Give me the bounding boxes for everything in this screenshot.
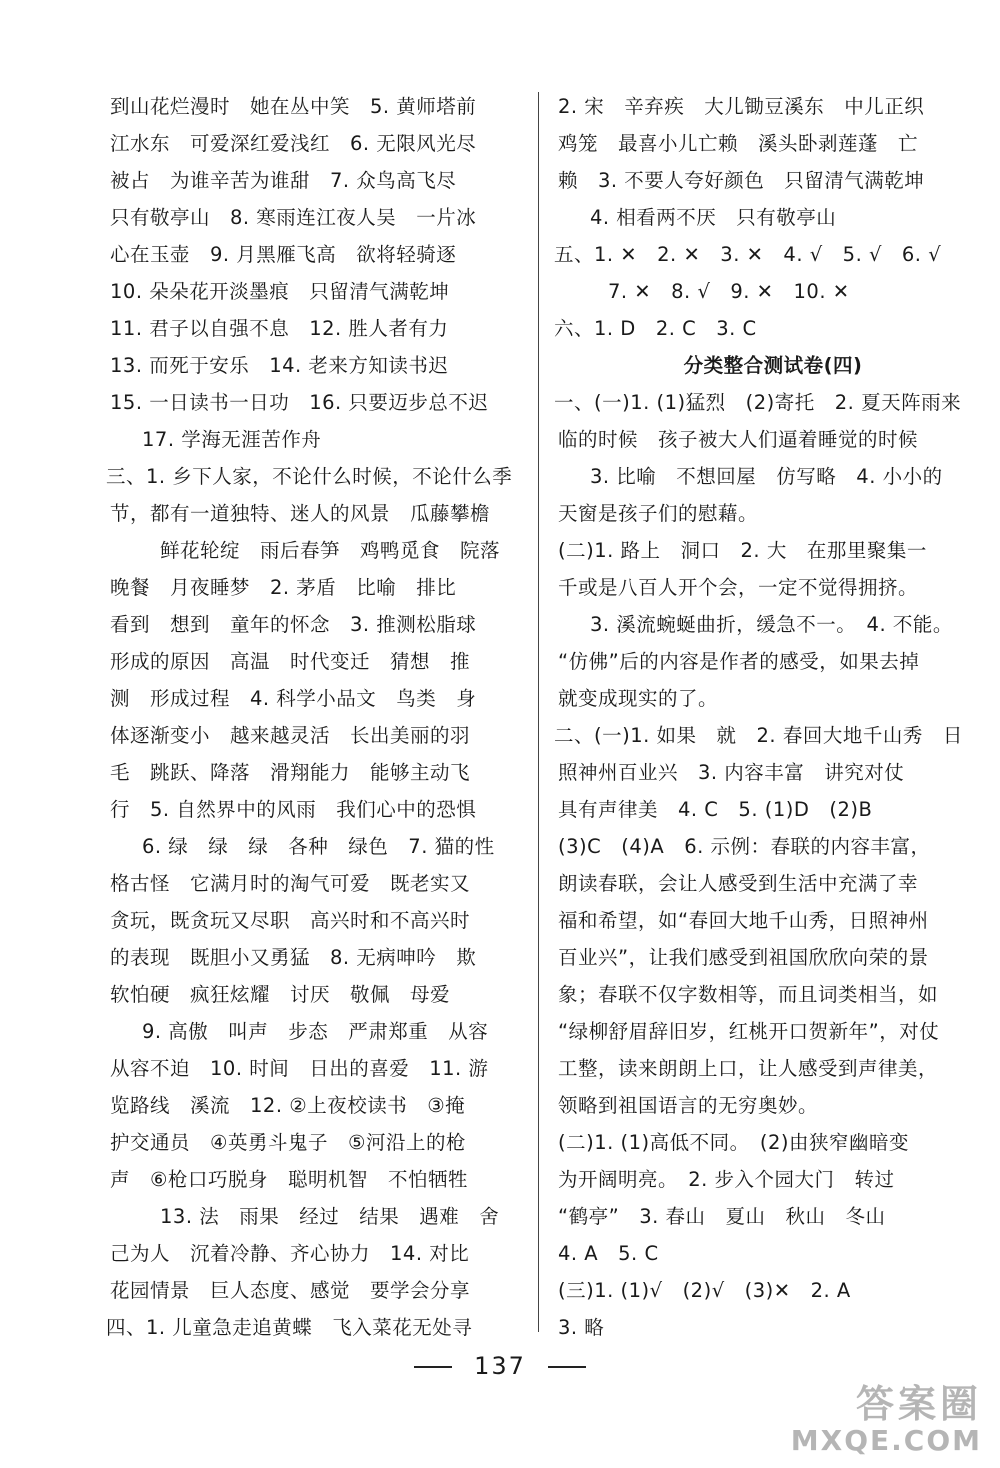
- answer-line: 一、(一)1. (1)猛烈 (2)寄托 2. 夏天阵雨来: [554, 391, 962, 414]
- answer-line: 鲜花轮绽 雨后春笋 鸡鸭觅食 院落: [160, 539, 501, 562]
- answer-line: 只有敬亭山 8. 寒雨连江夜人吴 一片冰: [110, 206, 477, 229]
- answer-line: 测 形成过程 4. 科学小品文 鸟类 身: [110, 687, 477, 710]
- answer-line: 10. 朵朵花开淡墨痕 只留清气满乾坤: [110, 280, 450, 303]
- answer-line: 千或是八百人开个会，一定不觉得拥挤。: [558, 576, 919, 599]
- answer-line: 13. 法 雨果 经过 结果 遇难 舍: [160, 1205, 500, 1228]
- answer-line: (三)1. (1)√ (2)√ (3)✕ 2. A: [558, 1279, 851, 1302]
- answer-line: 工整，读来朗朗上口，让人感受到声律美，: [558, 1057, 939, 1080]
- answer-line: 看到 想到 童年的怀念 3. 推测松脂球: [110, 613, 477, 636]
- page-footer: [0, 1352, 1000, 1380]
- answer-line: 心在玉壶 9. 月黑雁飞高 欲将轻骑逐: [110, 243, 457, 266]
- answer-line: 贪玩，既贪玩又尽职 高兴时和不高兴时: [110, 909, 471, 932]
- answer-line: 17. 学海无涯苦作舟: [142, 428, 322, 451]
- answer-line: 行 5. 自然界中的风雨 我们心中的恐惧: [110, 798, 477, 821]
- answer-line: 江水东 可爱深红爱浅红 6. 无限风光尽: [110, 132, 477, 155]
- footer-dash-left: [414, 1366, 452, 1368]
- answer-line: 毛 跳跃、降落 滑翔能力 能够主动飞: [110, 761, 471, 784]
- answer-line: 4. 相看两不厌 只有敬亭山: [590, 206, 837, 229]
- answer-line: 三、1. 乡下人家，不论什么时候，不论什么季: [106, 465, 513, 488]
- answer-line: 3. 略: [558, 1316, 605, 1339]
- answer-line: 15. 一日读书一日功 16. 只要迈步总不迟: [110, 391, 489, 414]
- answer-line: 领略到祖国语言的无穷奥妙。: [558, 1094, 819, 1117]
- answer-line: 2. 宋 辛弃疾 大儿锄豆溪东 中儿正织: [558, 95, 925, 118]
- answer-line: 晚餐 月夜睡梦 2. 茅盾 比喻 排比: [110, 576, 457, 599]
- answer-line: 福和希望，如“春回大地千山秀，日照神州: [558, 909, 929, 932]
- answer-line: “绿柳舒眉辞旧岁，红桃开口贺新年”，对仗: [558, 1020, 940, 1043]
- answer-line: “仿佛”后的内容是作者的感受，如果去掉: [558, 650, 920, 673]
- answer-line: 赖 3. 不要人夸好颜色 只留清气满乾坤: [558, 169, 925, 192]
- answer-line: 就变成现实的了。: [558, 687, 719, 710]
- answer-line: 朗读春联，会让人感受到生活中充满了幸: [558, 872, 919, 895]
- answer-line: 软怕硬 疯狂炫耀 讨厌 敬佩 母爱: [110, 983, 451, 1006]
- answer-line: 四、1. 儿童急走追黄蝶 飞入菜花无处寻: [106, 1316, 473, 1339]
- left-column: [106, 88, 528, 1346]
- answer-line: 五、1. ✕ 2. ✕ 3. ✕ 4. √ 5. √ 6. √: [554, 243, 942, 266]
- answer-line: 为开阔明亮。 2. 步入个园大门 转过: [558, 1168, 895, 1191]
- answer-line: 临的时候 孩子被大人们逼着睡觉的时候: [558, 428, 919, 451]
- answer-line: 13. 而死于安乐 14. 老来方知读书迟: [110, 354, 449, 377]
- answer-line: 的表现 既胆小又勇猛 8. 无病呻吟 欺: [110, 946, 477, 969]
- answer-line: 9. 高傲 叫声 步态 严肃郑重 从容: [142, 1020, 489, 1043]
- answer-line: 7. ✕ 8. √ 9. ✕ 10. ✕: [608, 280, 850, 303]
- right-column: [554, 88, 988, 1346]
- answer-line: 到山花烂漫时 她在丛中笑 5. 黄师塔前: [110, 95, 477, 118]
- answer-line: 体逐渐变小 越来越灵活 长出美丽的羽: [110, 724, 471, 747]
- answer-line: 4. A 5. C: [558, 1242, 659, 1265]
- answer-line: 节，都有一道独特、迷人的风景 瓜藤攀檐: [110, 502, 491, 525]
- watermark-logo-text: 答案圈: [855, 1382, 982, 1426]
- answer-line: 象；春联不仅字数相等，而且词类相当，如: [558, 983, 939, 1006]
- answer-line: 六、1. D 2. C 3. C: [554, 317, 757, 340]
- page-number: 137: [474, 1352, 526, 1380]
- answer-line: 6. 绿 绿 绿 各种 绿色 7. 猫的性: [142, 835, 495, 858]
- answer-line: (二)1. 路上 洞口 2. 大 在那里聚集一: [558, 539, 927, 562]
- answer-line: 3. 比喻 不想回屋 仿写略 4. 小小的: [590, 465, 943, 488]
- site-watermark: [752, 1382, 982, 1460]
- answer-line: 3. 溪流蜿蜒曲折，缓急不一。 4. 不能。: [590, 613, 953, 636]
- answer-line: (3)C (4)A 6. 示例：春联的内容丰富，: [558, 835, 931, 858]
- answer-line: 二、(一)1. 如果 就 2. 春回大地千山秀 日: [554, 724, 963, 747]
- answer-line: “鹤亭” 3. 春山 夏山 秋山 冬山: [558, 1205, 886, 1228]
- answer-line: 览路线 溪流 12. ②上夜校读书 ③掩: [110, 1094, 466, 1117]
- answer-line: 声 ⑥枪口巧脱身 聪明机智 不怕牺牲: [110, 1168, 468, 1191]
- answer-line: 具有声律美 4. C 5. (1)D (2)B: [558, 798, 873, 821]
- answer-line: 百业兴”，让我们感受到祖国欣欣向荣的景: [558, 946, 929, 969]
- answer-line: 天窗是孩子们的慰藉。: [558, 502, 759, 525]
- answer-line: (二)1. (1)高低不同。 (2)由狭窄幽暗变: [558, 1131, 910, 1154]
- answer-line: 格古怪 它满月时的淘气可爱 既老实又: [110, 872, 471, 895]
- answer-line: 护交通员 ④英勇斗鬼子 ⑤河沿上的枪: [110, 1131, 466, 1154]
- answer-line: 11. 君子以自强不息 12. 胜人者有力: [110, 317, 449, 340]
- answer-line: 形成的原因 高温 时代变迁 猜想 推: [110, 650, 471, 673]
- column-divider: [538, 92, 539, 1332]
- answer-line: 照神州百业兴 3. 内容丰富 讲究对仗: [558, 761, 905, 784]
- answer-line: 花园情景 巨人态度、感觉 要学会分享: [110, 1279, 471, 1302]
- answer-line: 从容不迫 10. 时间 日出的喜爱 11. 游: [110, 1057, 489, 1080]
- answer-line: 被占 为谁辛苦为谁甜 7. 众鸟高飞尽: [110, 169, 457, 192]
- section-heading: 分类整合测试卷(四): [683, 354, 863, 377]
- footer-dash-right: [548, 1366, 586, 1368]
- answer-line: 鸡笼 最喜小儿亡赖 溪头卧剥莲蓬 亡: [558, 132, 919, 155]
- answer-line: 己为人 沉着冷静、齐心协力 14. 对比: [110, 1242, 470, 1265]
- watermark-url: MXQE.COM: [790, 1424, 982, 1457]
